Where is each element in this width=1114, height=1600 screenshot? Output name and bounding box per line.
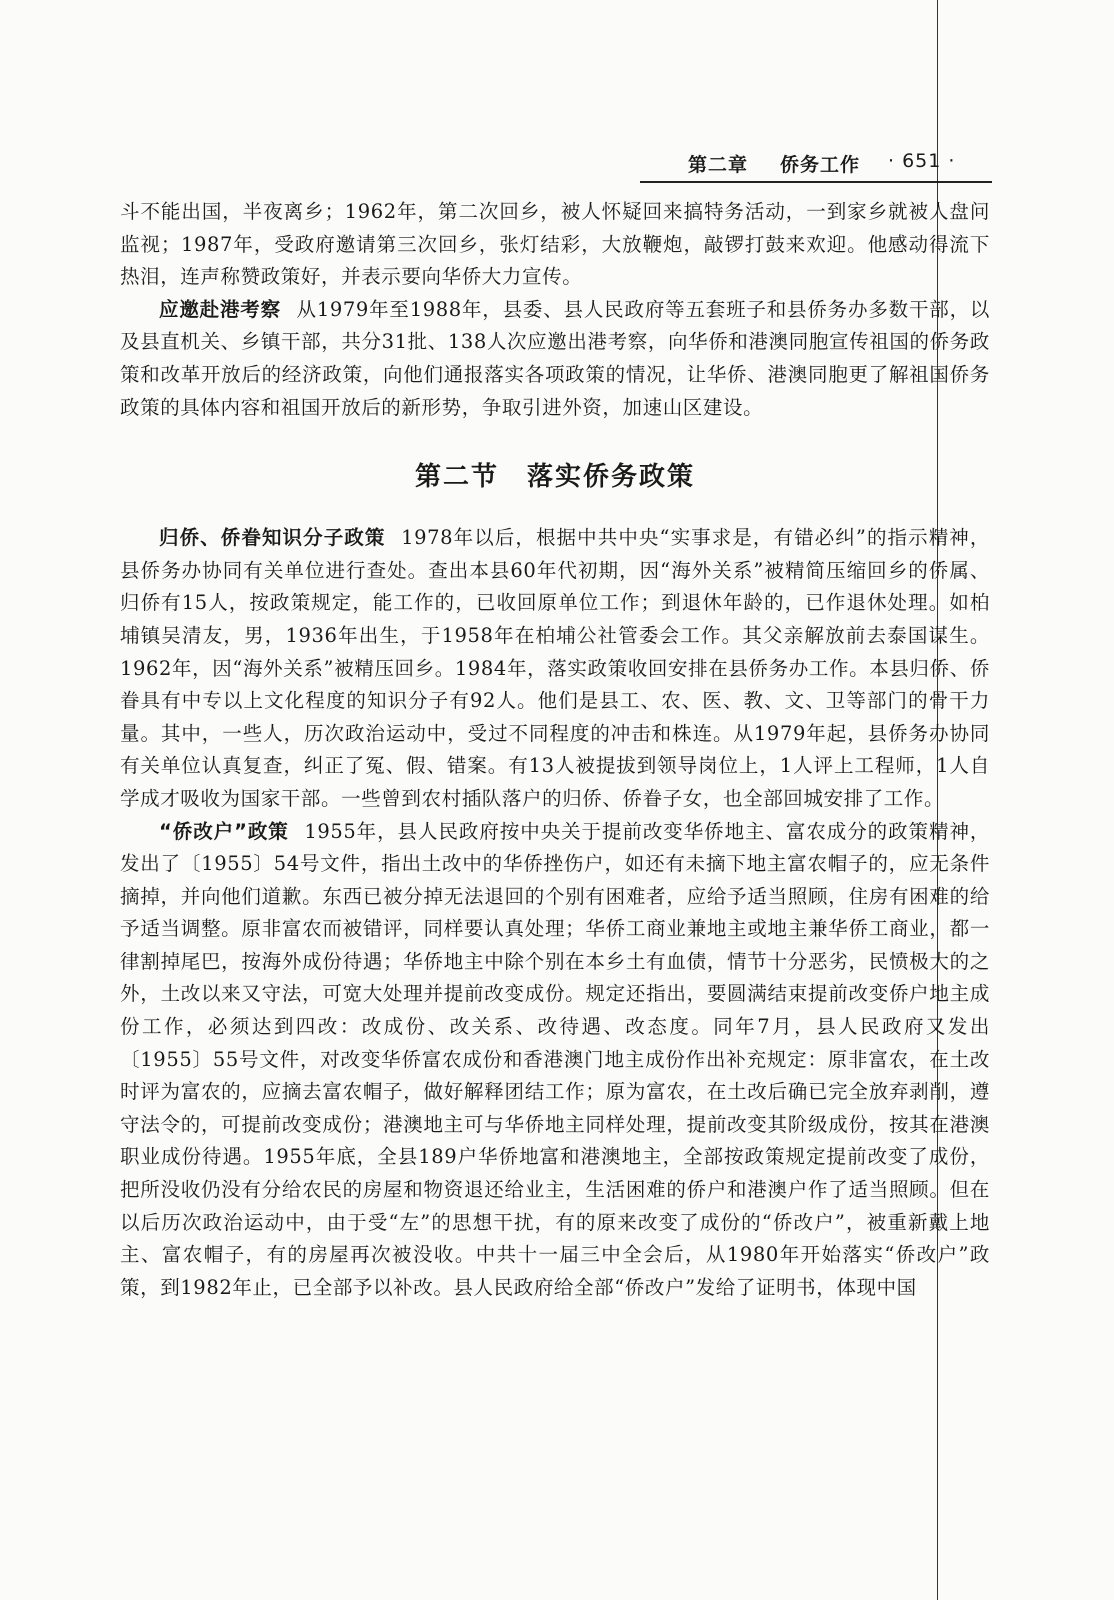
paragraph-text: 斗不能出国，半夜离乡；1962年，第二次回乡，被人怀疑回来搞特务活动，一到家乡就被人盘问监视；1987年，受政府邀请第三次回乡，张灯结彩，大放鞭炮，敲锣打鼓来欢迎。他感动得流下热泪，连声称赞政策好，并表示要向华侨大力宣传。 <box>120 200 990 289</box>
paragraph-continued <box>120 196 990 294</box>
running-head-title: 侨务工作 <box>780 154 861 176</box>
section-title <box>120 460 990 494</box>
paragraph-text: 1978年以后，根据中共中央“实事求是，有错必纠”的指示精神，县侨务办协同有关单位进行查处。查出本县60年代初期，因“海外关系”被精简压缩回乡的侨属、归侨有15人，按政策规定，能工作的，已收回原单位工作；到退休年龄的，已作退休处理。如柏埔镇吴清友，男，1936年出生，于1958年在柏埔公社管委会工作。其父亲解放前去泰国谋生。1962年，因“海外关系”被精压回乡。1984年，落实政策收回安排在县侨务办工作。本县归侨、侨眷具有中专以上文化程度的知识分子有92人。他们是县工、农、医、教、文、卫等部门的骨干力量。其中，一些人，历次政治运动中，受过不同程度的冲击和株连。从1979年起，县侨务办协同有关单位认真复查，纠正了冤、假、错案。有13人被提拔到领导岗位上，1人评上工程师，1人自学成才吸收为国家干部。一些曾到农村插队落户的归侨、侨眷子女，也全部回城安排了工作。 <box>120 526 990 810</box>
paragraph-heading: “侨改户”政策 <box>159 819 289 843</box>
paragraph <box>120 816 990 1305</box>
section-number: 第二节 <box>414 462 499 493</box>
paragraph-heading: 应邀赴港考察 <box>159 297 281 321</box>
paragraph-text: 从1979年至1988年，县委、县人民政府等五套班子和县侨务办多数干部，以及县直机关、乡镇干部，共分31批、138人次应邀出港考察，向华侨和港澳同胞宣传祖国的侨务政策和改革开放后的经济政策，向他们通报落实各项政策的情况，让华侨、港澳同胞更了解祖国侨务政策的具体内容和祖国开放后的新形势，争取引进外资，加速山区建设。 <box>120 297 991 419</box>
paragraph <box>120 522 990 815</box>
body-text <box>120 196 990 1304</box>
page-number: · 651 · <box>888 150 956 172</box>
running-head-chapter: 第二章 <box>688 154 749 176</box>
running-head <box>640 146 990 180</box>
section-heading: 落实侨务政策 <box>527 462 696 493</box>
paragraph-heading: 归侨、侨眷知识分子政策 <box>159 526 386 550</box>
header-rule <box>640 181 992 183</box>
paragraph <box>120 294 990 424</box>
paragraph-text: 1955年，县人民政府按中央关于提前改变华侨地主、富农成分的政策精神，发出了〔1955〕54号文件，指出土改中的华侨挫伤户，如还有未摘下地主富农帽子的，应无条件摘掉，并向他们道歉。东西已被分掉无法退回的个别有困难者，应给予适当照顾，住房有困难的给予适当调整。原非富农而被错评，同样要认真处理；华侨工商业兼地主或地主兼华侨工商业，都一律割掉尾巴，按海外成份待遇；华侨地主中除个别在本乡土有血债，情节十分恶劣，民愤极大的之外，土改以来又守法，可宽大处理并提前改变成份。规定还指出，要圆满结束提前改变侨户地主成份工作，必须达到四改：改成份、改关系、改待遇、改态度。同年7月，县人民政府又发出〔1955〕55号文件，对改变华侨富农成份和香港澳门地主成份作出补充规定：原非富农，在土改时评为富农的，应摘去富农帽子，做好解释团结工作；原为富农，在土改后确已完全放弃剥削，遵守法令的，可提前改变成份；港澳地主可与华侨地主同样处理，提前改变其阶级成份，按其在港澳职业成份待遇。1955年底，全县189户华侨地富和港澳地主，全部按政策规定提前改变了成份，把所没收仍没有分给农民的房屋和物资退还给业主，生活困难的侨户和港澳户作了适当照顾。但在以后历次政治运动中，由于受“左”的思想干扰，有的原来改变了成份的“侨改户”，被重新戴上地主、富农帽子，有的房屋再次被没收。中共十一届三中全会后，从1980年开始落实“侨改户”政策，到1982年止，已全部予以补改。县人民政府给全部“侨改户”发给了证明书，体现中国 <box>120 819 990 1299</box>
